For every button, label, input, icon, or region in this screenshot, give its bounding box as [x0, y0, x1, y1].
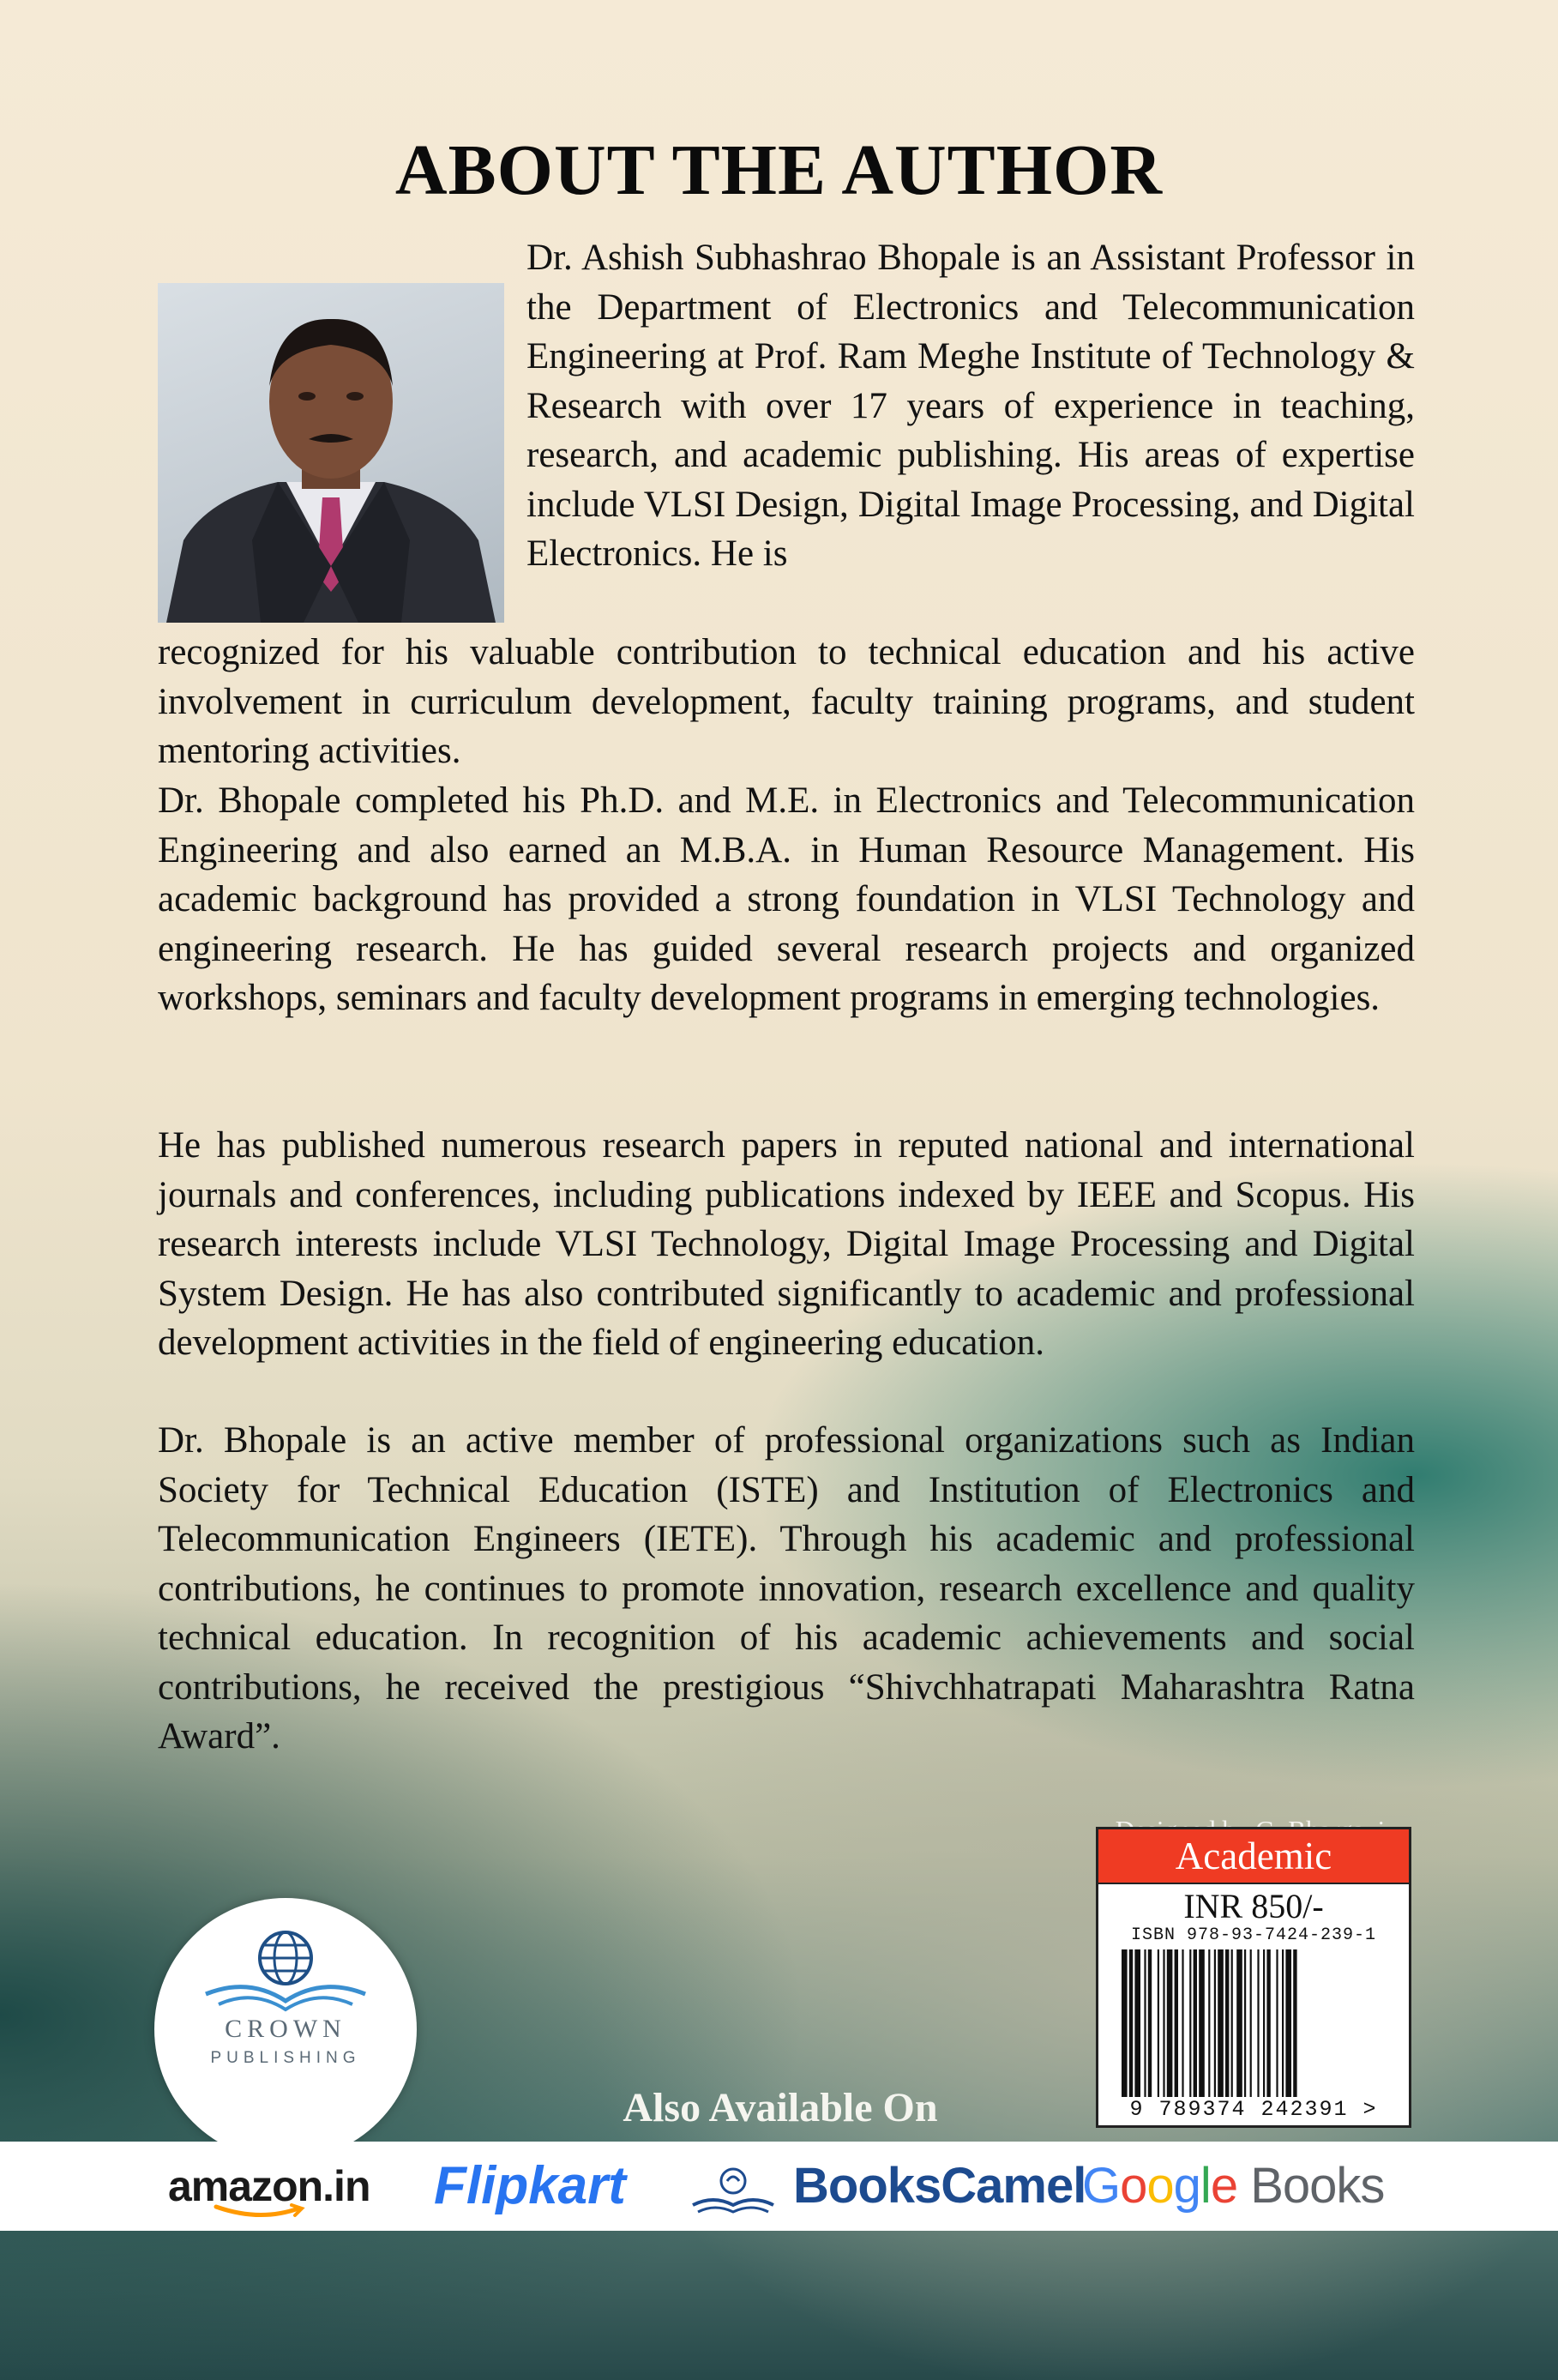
publisher-name: CROWN	[225, 2015, 346, 2043]
publisher-logo	[154, 1898, 417, 2160]
barcode-bar	[1163, 1949, 1164, 2104]
google-letter: G	[1082, 2158, 1121, 2214]
barcode-bar	[1231, 1949, 1233, 2104]
google-letter: e	[1210, 2158, 1238, 2214]
barcode-bar	[1276, 1949, 1278, 2104]
barcode-bar	[1175, 1949, 1178, 2104]
google-books-word: Books	[1237, 2158, 1385, 2214]
price-label: INR 850/-	[1183, 1887, 1324, 1925]
barcode-bar	[1148, 1949, 1152, 2104]
isbn-barcode	[1116, 1949, 1391, 2104]
barcode-bar	[1158, 1949, 1159, 2104]
bookscamel-logo[interactable]: BooksCamel	[793, 2158, 1086, 2214]
barcode-bar	[1208, 1949, 1210, 2104]
google-letter: o	[1120, 2158, 1147, 2214]
bio-intro-continued: recognized for his valuable contribution to technical education and his active involvement in curriculum development, faculty training programs, and student mentoring activities.	[158, 632, 1415, 771]
google-books-logo[interactable]	[1082, 2142, 1384, 2231]
barcode-bar	[1250, 1949, 1252, 2104]
barcode-bar	[1236, 1949, 1242, 2104]
barcode-bar	[1257, 1949, 1259, 2104]
category-badge: Academic	[1098, 1829, 1409, 1884]
barcode-bar	[1167, 1949, 1173, 2104]
amazon-smile-icon	[213, 2203, 307, 2220]
bio-paragraph-research: He has published numerous research papers in reputed national and international journals and conferences, including publications indexed by IEEE and Scopus. His research interests include VLSI Technology, Digital Image Processing and Digital System Design. He has also contributed significantly to academic and professional development activities in the field of engineering education.	[158, 1125, 1415, 1363]
amazon-wordmark: amazon.in	[168, 2162, 370, 2210]
barcode-bar	[1129, 1949, 1133, 2104]
barcode-bar	[1182, 1949, 1183, 2104]
barcode-bar	[1293, 1949, 1296, 2104]
barcode-bar	[1266, 1949, 1270, 2104]
barcode-bar	[1282, 1949, 1284, 2104]
barcode-bar	[1214, 1949, 1216, 2104]
availability-label: Also Available On	[623, 2085, 938, 2130]
globe-book-icon	[154, 1898, 417, 2018]
author-photo	[158, 283, 504, 623]
google-letter: g	[1173, 2158, 1200, 2214]
author-portrait	[158, 283, 504, 623]
isbn-label: ISBN 978-93-7424-239-1	[1130, 1925, 1377, 1945]
price-barcode-box	[1096, 1827, 1411, 2128]
page-title: ABOUT THE AUTHOR	[394, 130, 1164, 210]
publisher-name-sub: PUBLISHING	[210, 2049, 361, 2067]
barcode-bar	[1225, 1949, 1229, 2104]
flipkart-logo[interactable]: Flipkart	[434, 2156, 626, 2215]
barcode-bar	[1194, 1949, 1197, 2104]
bio-paragraph-education: Dr. Bhopale completed his Ph.D. and M.E. in Electronics and Telecommunication Engineering and also earned an M.B.A. in Human Resource Management. His academic background has provided a strong foundation in VLSI Technology and engineering research. He has guided several research projects and organized workshops, seminars and faculty development programs in emerging technologies.	[158, 780, 1415, 1018]
bio-paragraph-memberships: Dr. Bhopale is an active member of professional organizations such as Indian Society for Technical Education (ISTE) and Institution of Electronics and Telecommunication Engineers (IETE). Through his academic and professional contributions, he continues to promote innovation, research excellence and quality technical education. In recognition of his academic achievements and social contributions, he received the prestigious “Shivchhatrapati Maharashtra Ratna Award”.	[158, 1420, 1415, 1756]
amazon-logo[interactable]	[168, 2142, 370, 2231]
barcode-bar	[1244, 1949, 1246, 2104]
barcode-bar	[1199, 1949, 1205, 2104]
barcode-digits: 9 789374 242391 >	[1098, 2097, 1409, 2122]
barcode-bar	[1218, 1949, 1224, 2104]
barcode-bar	[1122, 1949, 1128, 2104]
barcode-bar	[1144, 1949, 1146, 2104]
bio-intro-right: Dr. Ashish Subhashrao Bhopale is an Assistant Professor in the Department of Electronics and Telecommunication Engineering at Prof. Ram Meghe Institute of Technology & Research with over 17 years of experience in teaching, research, and academic publishing. His areas of expertise include VLSI Design, Digital Image Processing, and Digital Electronics. He is	[526, 238, 1415, 574]
barcode-bar	[1189, 1949, 1191, 2104]
barcode-bar	[1134, 1949, 1140, 2104]
google-letter: o	[1146, 2158, 1174, 2214]
barcode-bar	[1263, 1949, 1265, 2104]
bookscamel-book-icon	[686, 2160, 780, 2215]
google-letter: l	[1200, 2158, 1211, 2214]
store-logos-strip	[0, 2142, 1558, 2231]
barcode-bar	[1285, 1949, 1291, 2104]
